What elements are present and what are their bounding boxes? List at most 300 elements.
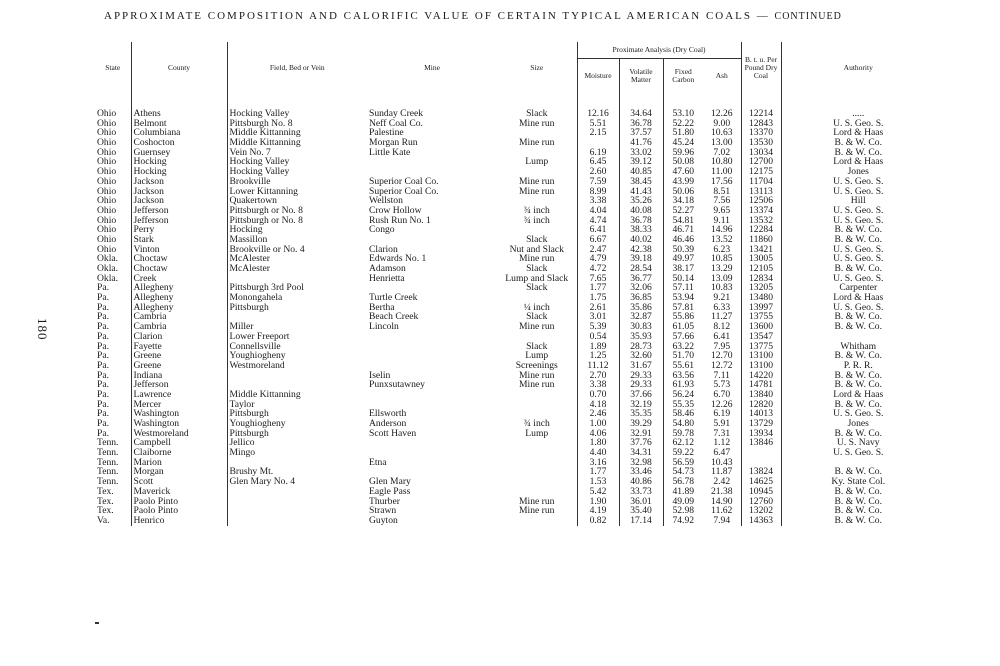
cell-county: Allegheny [131,293,227,303]
cell-volatile-matter: 37.66 [619,390,663,400]
cell-authority: B. & W. Co. [781,497,935,507]
cell-mine: Congo [369,225,395,235]
cell-btu: 13934 [741,429,781,439]
header-proximate-analysis: Proximate Analysis (Dry Coal) [577,42,741,59]
cell-mine [367,448,497,458]
cell-size [497,438,577,448]
cell-btu: 13755 [741,312,781,322]
cell-county: Greene [131,351,227,361]
cell-ash: 21.38 [710,486,733,497]
cell-authority: Lord & Haas [781,293,935,303]
cell-btu: 13113 [741,187,781,197]
cell-size [497,196,577,206]
cell-county: Paolo Pinto [131,506,227,516]
cell-size [497,148,577,158]
cell-field: Pittsburgh 3rd Pool [227,283,367,293]
cell-state: Pa. [97,380,109,390]
table-row [95,312,935,322]
cell-mine [367,157,497,167]
cell-state: Tenn. [97,438,119,449]
cell-volatile-matter: 39.12 [619,157,663,167]
cell-fixed-carbon: 56.59 [663,458,703,468]
cell-size: Slack [526,283,548,294]
cell-authority: Lord & Haas [781,157,935,167]
cell-state: Pa. [97,399,109,410]
cell-fixed-carbon: 58.46 [663,409,703,419]
cell-county: Marion [131,458,227,468]
cell-volatile-matter: 33.02 [619,148,663,158]
cell-volatile-matter: 29.33 [619,371,663,381]
cell-btu: 14781 [741,380,781,390]
cell-county: Belmont [131,119,227,129]
table-row [95,322,935,332]
cell-ash: 11.27 [711,312,733,323]
cell-btu: 13374 [741,206,781,216]
cell-fixed-carbon: 56.24 [663,390,703,400]
cell-ash: 13.52 [710,234,733,245]
cell-authority: B. & W. Co. [781,467,935,477]
cell-field: Westmoreland [227,361,367,371]
cell-moisture: 1.75 [577,293,619,303]
cell-btu: 14013 [741,409,781,419]
cell-county: Jefferson [131,380,227,390]
cell-state: Pa. [97,389,109,400]
cell-ash: 6.47 [713,448,731,458]
cell-ash: 13.00 [710,138,733,148]
cell-ash: 11.87 [711,467,733,478]
cell-field: Pittsburgh or No. 8 [227,216,367,226]
cell-fixed-carbon: 51.70 [663,351,703,361]
cell-ash: 8.51 [713,186,731,197]
cell-fixed-carbon: 55.35 [663,400,703,410]
cell-county: Westmoreland [131,429,227,439]
cell-mine: Edwards No. 1 [369,254,427,264]
cell-field: Vein No. 7 [227,148,367,158]
cell-moisture: 7.65 [577,274,619,284]
table-row [95,157,935,167]
cell-size [497,448,577,458]
cell-county: Jackson [131,187,227,197]
cell-moisture: 1.77 [577,283,619,293]
cell-county: Perry [131,225,227,235]
cell-fixed-carbon: 49.09 [663,497,703,507]
cell-county: Maverick [131,487,227,497]
cell-authority: B. & W. Co. [781,516,935,526]
cell-moisture: 2.61 [577,303,619,313]
cell-field [227,274,367,284]
cell-size [497,458,577,468]
table-row [95,409,935,419]
cell-moisture: 1.77 [577,467,619,477]
cell-mine: Punxsutawney [369,380,425,390]
cell-state: Ohio [97,109,117,119]
cell-size [497,167,577,177]
cell-fixed-carbon: 54.73 [663,467,703,477]
cell-fixed-carbon: 61.93 [663,380,703,390]
cell-fixed-carbon: 43.99 [663,177,703,187]
cell-fixed-carbon: 59.96 [663,148,703,158]
cell-moisture: 0.82 [577,516,619,526]
cell-county: Indiana [131,371,227,381]
cell-btu: 13547 [741,332,781,342]
cell-size [497,516,577,526]
cell-field: Brookville or No. 4 [227,245,367,255]
cell-mine [367,351,497,361]
cell-moisture: 1.00 [577,419,619,429]
cell-mine [367,361,497,371]
cell-moisture: 6.67 [577,235,619,245]
table-row [95,448,935,458]
cell-moisture: 1.90 [577,497,619,507]
cell-moisture: 8.99 [577,187,619,197]
coal-composition-table [95,42,935,526]
header-fixed-carbon: Fixed Carbon [663,59,703,94]
cell-field: Taylor [227,400,367,410]
cell-mine: Eagle Pass [369,486,411,497]
cell-authority: U. S. Geo. S. [781,206,935,216]
cell-state: Tenn. [97,448,119,458]
cell-fixed-carbon: 49.97 [663,254,703,264]
cell-county: Paolo Pinto [131,497,227,507]
cell-authority: Lord & Haas [781,390,935,400]
corner-mark [95,622,99,624]
cell-mine [367,235,497,245]
cell-moisture: 0.70 [577,390,619,400]
cell-mine [367,390,497,400]
cell-ash: 9.21 [713,293,731,303]
cell-authority: Jones [781,167,935,177]
cell-btu: 11704 [741,177,781,187]
cell-county: Creek [131,274,227,284]
cell-county: Cambria [131,322,227,332]
title-suffix: CONTINUED [774,11,842,22]
cell-moisture: 2.70 [577,371,619,381]
cell-field: McAlester [227,254,367,264]
table-row [95,119,935,129]
cell-fixed-carbon: 46.71 [663,225,703,235]
cell-volatile-matter: 32.91 [619,429,663,439]
cell-mine: Iselin [369,370,391,381]
cell-ash: 8.12 [713,322,731,332]
cell-btu: 13600 [741,322,781,332]
cell-btu: 13205 [741,283,781,293]
cell-fixed-carbon: 55.61 [663,361,703,371]
cell-btu: 12834 [741,274,781,284]
cell-volatile-matter: 32.19 [619,400,663,410]
cell-btu: 12820 [741,400,781,410]
cell-ash: 2.42 [713,477,731,487]
table-row [95,274,935,284]
cell-county: Vinton [131,245,227,255]
cell-mine [367,438,497,448]
cell-moisture: 12.16 [577,109,619,119]
cell-size [497,400,577,410]
cell-ash: 6.19 [713,409,731,419]
cell-ash: 10.63 [710,128,733,139]
cell-state: Pa. [97,360,109,371]
cell-size [497,332,577,342]
cell-state: Pa. [97,341,109,352]
cell-moisture: 0.54 [577,332,619,342]
cell-volatile-matter: 35.35 [619,409,663,419]
cell-btu: 14363 [741,516,781,526]
cell-state: Pa. [97,370,109,381]
cell-volatile-matter: 40.08 [619,206,663,216]
cell-moisture: 3.16 [577,458,619,468]
cell-mine: Rush Run No. 1 [369,215,431,226]
table-row [95,235,935,245]
cell-volatile-matter: 42.38 [619,245,663,255]
cell-authority: Carpenter [781,283,935,293]
cell-fixed-carbon: 38.17 [663,264,703,274]
cell-authority: U. S. Geo. S. [781,448,935,458]
cell-ash: 13.09 [710,273,733,284]
cell-fixed-carbon: 55.86 [663,312,703,322]
cell-state: Pa. [97,409,109,419]
cell-field: Miller [227,322,367,332]
cell-authority: B. & W. Co. [781,235,935,245]
cell-ash: 6.33 [713,302,731,313]
cell-state: Tenn. [97,457,119,468]
cell-authority: B. & W. Co. [781,371,935,381]
cell-county: Coshocton [131,138,227,148]
cell-field: Hocking Valley [227,109,367,119]
cell-size: Mine run [519,118,555,129]
cell-fixed-carbon: 50.06 [663,187,703,197]
cell-volatile-matter: 32.60 [619,351,663,361]
cell-county: Scott [131,477,227,487]
header-authority: Authority [781,42,935,93]
cell-volatile-matter: 39.29 [619,419,663,429]
cell-mine: Adamson [369,264,406,274]
cell-mine: Neff Coal Co. [369,118,423,129]
cell-btu: 12843 [741,119,781,129]
cell-volatile-matter: 32.06 [619,283,663,293]
cell-volatile-matter: 28.73 [619,342,663,352]
cell-btu: 12105 [741,264,781,274]
cell-mine: Scott Haven [369,428,417,439]
cell-field: Hocking Valley [227,157,367,167]
cell-ash: 12.70 [710,351,733,361]
cell-county: Hocking [131,167,227,177]
cell-ash: 12.26 [710,399,733,410]
cell-size: Slack [526,109,548,119]
cell-volatile-matter: 37.57 [619,128,663,138]
cell-moisture: 4.74 [577,216,619,226]
cell-field: Massillon [227,235,367,245]
cell-state: Ohio [97,128,117,139]
cell-mine: Ellsworth [369,409,407,419]
cell-authority: B. & W. Co. [781,506,935,516]
cell-volatile-matter: 41.43 [619,187,663,197]
cell-fixed-carbon: 56.78 [663,477,703,487]
cell-moisture: 4.19 [577,506,619,516]
cell-field: Glen Mary No. 4 [227,477,367,487]
cell-field [227,380,367,390]
cell-btu: 14625 [741,477,781,487]
cell-state: Pa. [97,283,109,294]
table-row [95,293,935,303]
cell-size: Lump and Slack [505,273,569,284]
cell-mine [367,467,497,477]
cell-volatile-matter: 41.76 [619,138,663,148]
cell-authority: U. S. Geo. S. [781,254,935,264]
cell-state: Ohio [97,118,117,129]
cell-state: Tex. [97,506,114,516]
cell-size: Mine run [519,496,555,507]
cell-field [227,312,367,322]
cell-btu: 13846 [741,438,781,448]
cell-authority: P. R. R. [781,361,935,371]
cell-btu: 12284 [741,225,781,235]
cell-moisture: 2.46 [577,409,619,419]
cell-size [497,225,577,235]
cell-field: Lower Kittanning [227,187,367,197]
page-title [104,10,934,22]
cell-fixed-carbon: 57.81 [663,303,703,313]
cell-fixed-carbon: 63.22 [663,342,703,352]
cell-state: Tex. [97,486,114,497]
cell-county: Mercer [131,400,227,410]
cell-fixed-carbon: 45.24 [663,138,703,148]
cell-authority [781,458,935,468]
cell-county: Hocking [131,157,227,167]
cell-fixed-carbon: 52.27 [663,206,703,216]
table-row [95,487,935,497]
cell-volatile-matter: 40.85 [619,167,663,177]
cell-size: Mine run [519,138,555,148]
cell-authority: U. S. Geo. S. [781,245,935,255]
cell-state: Pa. [97,419,109,429]
table-row [95,177,935,187]
cell-volatile-matter: 38.33 [619,225,663,235]
cell-moisture: 4.06 [577,429,619,439]
cell-state: Pa. [97,312,109,323]
cell-field: Lower Freeport [227,332,367,342]
cell-county: Claiborne [131,448,227,458]
table-row [95,148,935,158]
cell-size [497,467,577,477]
cell-fixed-carbon: 50.14 [663,274,703,284]
cell-county: Fayette [131,342,227,352]
cell-state: Ohio [97,176,117,187]
cell-field: Youghiogheny [227,351,367,361]
cell-county: Jackson [131,196,227,206]
cell-ash: 9.00 [713,118,731,129]
cell-ash: 17.56 [710,176,733,187]
cell-authority: U. S. Geo. S. [781,177,935,187]
table-row [95,458,935,468]
cell-volatile-matter: 35.26 [619,196,663,206]
cell-moisture: 4.72 [577,264,619,274]
cell-authority: U. S. Geo. S. [781,216,935,226]
cell-field [227,497,367,507]
cell-moisture: 1.53 [577,477,619,487]
cell-size: Slack [526,341,548,352]
cell-mine: Superior Coal Co. [369,176,439,187]
cell-mine: Crow Hollow [369,205,422,216]
cell-field: Jellico [227,438,367,448]
cell-ash: 7.95 [713,341,731,352]
cell-mine: Glen Mary [369,477,411,487]
cell-county: Jefferson [131,216,227,226]
cell-volatile-matter: 33.73 [619,487,663,497]
cell-authority: B. & W. Co. [781,312,935,322]
cell-authority: B. & W. Co. [781,487,935,497]
cell-field: Hocking [227,225,367,235]
cell-moisture: 6.19 [577,148,619,158]
cell-field: Middle Kittanning [227,128,367,138]
cell-authority: Hill [781,196,935,206]
cell-authority: B. & W. Co. [781,400,935,410]
table-row [95,196,935,206]
cell-moisture: 6.41 [577,225,619,235]
cell-authority: B. & W. Co. [781,138,935,148]
table-row [95,138,935,148]
cell-moisture: 2.60 [577,167,619,177]
cell-volatile-matter: 32.87 [619,312,663,322]
cell-moisture: 5.51 [577,119,619,129]
cell-ash: 10.83 [710,283,733,294]
cell-btu: 13005 [741,254,781,264]
table-row [95,390,935,400]
cell-size: Mine run [519,380,555,390]
cell-state: Tenn. [97,467,119,478]
cell-state: Pa. [97,428,109,439]
cell-authority: Lord & Haas [781,128,935,138]
cell-county: Athens [131,109,227,119]
cell-field: Pittsburgh [227,303,367,313]
cell-county: Choctaw [131,264,227,274]
cell-volatile-matter: 36.78 [619,216,663,226]
cell-field [227,371,367,381]
cell-state: Okla. [97,254,119,264]
cell-volatile-matter: 29.33 [619,380,663,390]
table-row [95,380,935,390]
cell-size: Screenings [515,360,558,371]
table-row [95,128,935,138]
cell-btu: 11860 [741,235,781,245]
page-number: 180 [35,318,50,341]
cell-county: Allegheny [131,303,227,313]
table-row [95,351,935,361]
cell-county: Jackson [131,177,227,187]
cell-volatile-matter: 35.93 [619,332,663,342]
table-row [95,264,935,274]
cell-authority: B. & W. Co. [781,429,935,439]
cell-moisture: 4.04 [577,206,619,216]
cell-btu: 13840 [741,390,781,400]
cell-county: Washington [131,409,227,419]
cell-moisture: 3.38 [577,196,619,206]
cell-authority: B. & W. Co. [781,351,935,361]
table-row [95,429,935,439]
cell-authority: B. & W. Co. [781,148,935,158]
cell-state: Ohio [97,244,117,255]
cell-size: Lump [525,428,549,439]
cell-state: Pa. [97,331,109,342]
cell-state: Pa. [97,293,109,303]
cell-state: Tenn. [97,477,119,487]
cell-fixed-carbon: 34.18 [663,196,703,206]
cell-authority: Whitham [781,342,935,352]
cell-ash: 9.65 [713,205,731,216]
cell-size: ¼ inch [523,302,550,313]
cell-state: Ohio [97,147,117,158]
cell-btu: 13997 [741,303,781,313]
cell-state: Ohio [97,186,117,197]
cell-moisture: 2.15 [577,128,619,138]
